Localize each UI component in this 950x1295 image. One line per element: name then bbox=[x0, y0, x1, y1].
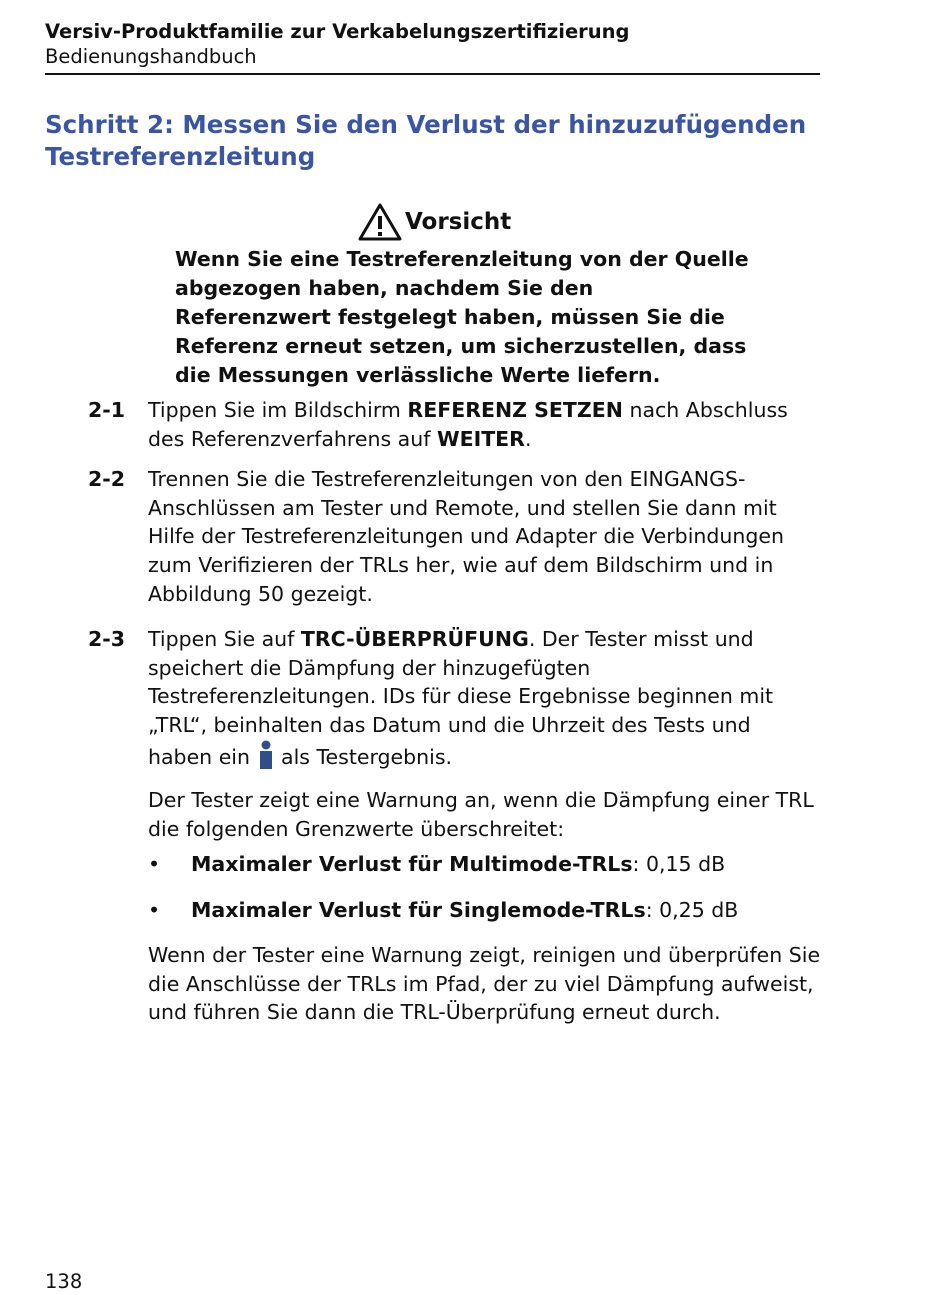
info-icon bbox=[258, 740, 274, 770]
limit-value: : 0,15 dB bbox=[632, 852, 726, 876]
warning-triangle-icon bbox=[358, 202, 402, 242]
document-title: Versiv-Produktfamilie zur Verkabelungszertifizierung bbox=[45, 20, 630, 43]
ui-label-weiter: WEITER bbox=[436, 426, 525, 451]
step-2-3 bbox=[88, 625, 818, 772]
caution-text: Wenn Sie eine Testreferenzleitung von der Quelle abgezogen haben, nachdem Sie den Referenzwert festgelegt haben, müssen Sie die Referenz erneut setzen, um sicherzustellen, dass die Messungen verlässliche Werte liefern. bbox=[175, 247, 749, 387]
step-number: 2-2 bbox=[88, 467, 126, 491]
limit-value: : 0,25 dB bbox=[645, 898, 739, 922]
page-number: 138 bbox=[45, 1270, 83, 1293]
bullet: • bbox=[148, 852, 161, 876]
caution-label: Vorsicht bbox=[405, 209, 512, 235]
bullet: • bbox=[148, 898, 161, 922]
step-text: Tippen Sie auf TRC-ÜBERPRÜFUNG. Der Tester misst und speichert die Dämpfung der hinzugefügten Testreferenzleitungen. IDs für diese Ergebnisse beginnen mit „TRL“, beinhalten das Datum und die Uhrzeit des Tests und haben ein als Testergebnis. bbox=[148, 627, 774, 769]
limit-item-singlemode bbox=[148, 896, 823, 925]
caution-title bbox=[358, 202, 511, 242]
limit-label: Maximaler Verlust für Singlemode-TRLs bbox=[191, 898, 646, 922]
limit-item-multimode bbox=[148, 850, 823, 879]
document-subtitle: Bedienungshandbuch bbox=[45, 45, 257, 68]
step-text: Tippen Sie im Bildschirm REFERENZ SETZEN nach Abschluss des Referenzverfahrens auf WEITER. bbox=[148, 398, 788, 451]
page-header bbox=[45, 18, 820, 75]
step-2-1 bbox=[88, 396, 818, 453]
ui-label-referenz-setzen: REFERENZ SETZEN bbox=[407, 398, 623, 422]
closing-paragraph: Wenn der Tester eine Warnung zeigt, reinigen und überprüfen Sie die Anschlüsse der TRLs im Pfad, der zu viel Dämpfung aufweist, und führen Sie dann die TRL-Überprüfung erneut durch. bbox=[148, 943, 821, 1025]
warning-intro: Der Tester zeigt eine Warnung an, wenn die Dämpfung einer TRL die folgenden Grenzwerte überschreitet: bbox=[148, 788, 814, 841]
step-number: 2-1 bbox=[88, 398, 126, 422]
limit-label: Maximaler Verlust für Multimode-TRLs bbox=[191, 852, 633, 876]
ui-label-trc-ueberpruefung: TRC-ÜBERPRÜFUNG bbox=[300, 627, 529, 651]
step-number: 2-3 bbox=[88, 627, 126, 651]
section-heading: Schritt 2: Messen Sie den Verlust der hinzuzufügenden Testreferenzleitung bbox=[45, 110, 807, 171]
step-text: Trennen Sie die Testreferenzleitungen von den EINGANGS-Anschlüssen am Tester und Remote, und stellen Sie dann mit Hilfe der Testreferenzleitungen und Adapter die Verbindungen zum Verifizieren der TRLs her, wie auf dem Bildschirm und in Abbildung 50 gezeigt. bbox=[148, 467, 785, 606]
step-2-2 bbox=[88, 465, 818, 609]
